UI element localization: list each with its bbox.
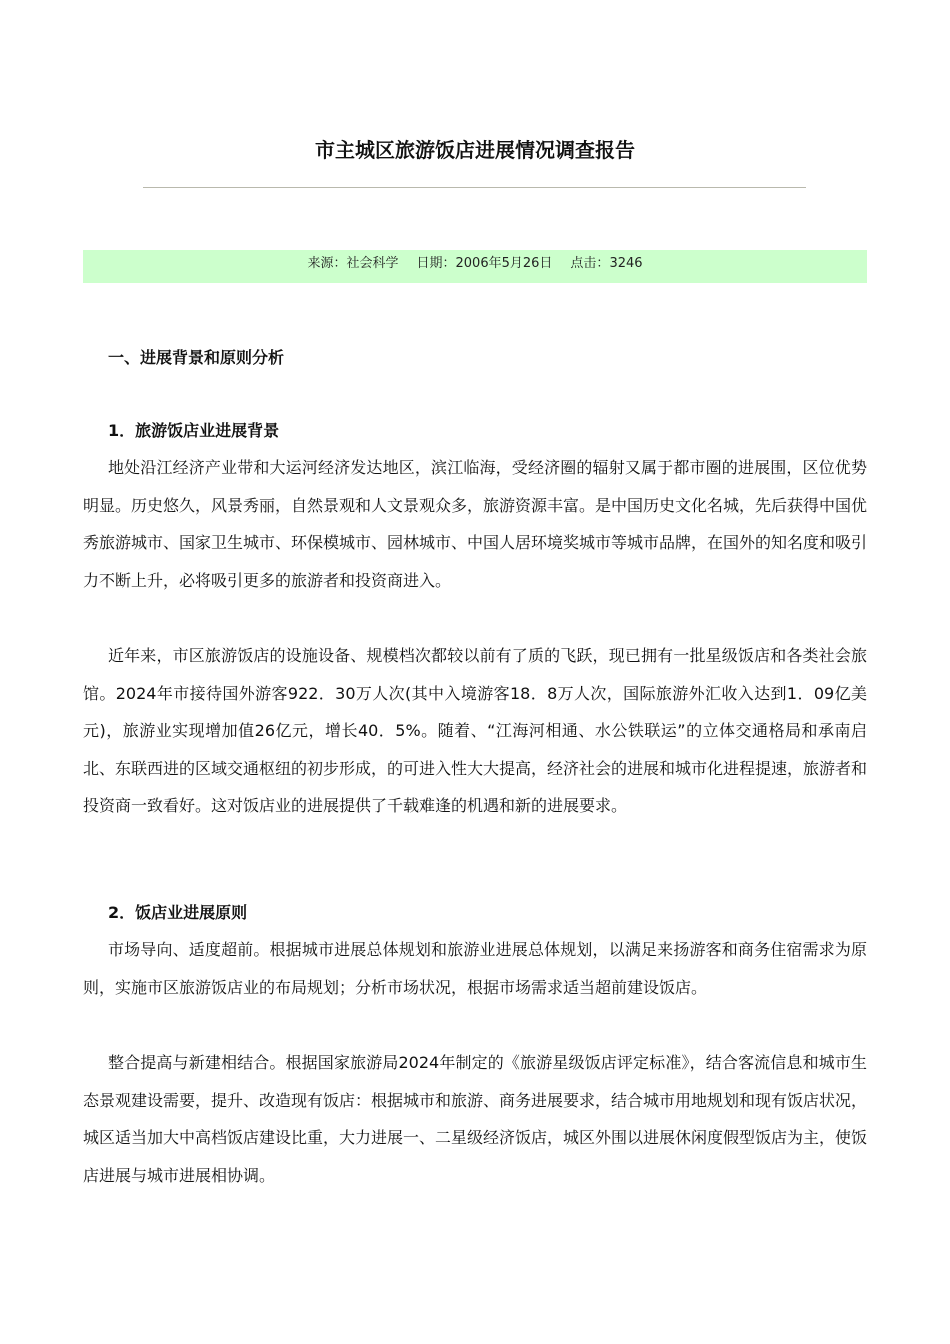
paragraph: 市场导向、适度超前。根据城市进展总体规划和旅游业进展总体规划，以满足来扬游客和商务住宿需求为原则，实施市区旅游饭店业的布局规划；分析市场状况，根据市场需求适当超前建设饭店。	[83, 940, 867, 997]
subsection-heading: 1．旅游饭店业进展背景	[108, 421, 280, 440]
date-label: 日期：	[416, 256, 456, 271]
paragraph: 整合提高与新建相结合。根据国家旅游局2024年制定的《旅游星级饭店评定标准》，结合客流信息和城市生态景观建设需要，提升、改造现有饭店：根据城市和旅游、商务进展要求，结合城市用地规划和现有饭店状况，城区适当加大中高档饭店建设比重，大力进展一、二星级经济饭店，城区外围以进展休闲度假型饭店为主，使饭店进展与城市进展相协调。	[83, 1053, 868, 1185]
source-label: 来源：	[307, 256, 347, 271]
paragraph: 近年来，市区旅游饭店的设施设备、规模档次都较以前有了质的飞跃，现已拥有一批星级饭店和各类社会旅馆。2024年市接待国外游客922．30万人次(其中入境游客18．8万人次，国际旅游外汇收入达到1．09亿美元)，旅游业实现增加值26亿元，增长40．5%。随着、“江海河相通、水公铁联运”的立体交通格局和承南启北、东联西进的区域交通枢纽的初步形成，的可进入性大大提高，经济社会的进展和城市化进程提速，旅游者和投资商一致看好。这对饭店业的进展提供了千载难逢的机遇和新的进展要求。	[83, 646, 868, 816]
page-title: 市主城区旅游饭店进展情况调查报告	[315, 138, 635, 162]
clicks-label: 点击：	[570, 256, 610, 271]
subsection-heading: 2．饭店业进展原则	[108, 903, 248, 922]
source-value: 社会科学	[346, 256, 399, 271]
paragraph: 地处沿江经济产业带和大运河经济发达地区，滨江临海，受经济圈的辐射又属于都市圈的进展围，区位优势明显。历史悠久，风景秀丽，自然景观和人文景观众多，旅游资源丰富。是中国历史文化名城，先后获得中国优秀旅游城市、国家卫生城市、环保模城市、园林城市、中国人居环境奖城市等城市品牌，在国外的知名度和吸引力不断上升，必将吸引更多的旅游者和投资商进入。	[83, 458, 868, 590]
date-value: 2006年5月26日	[455, 256, 553, 271]
title-divider	[143, 187, 806, 188]
section-heading: 一、进展背景和原则分析	[108, 348, 285, 367]
clicks-value: 3246	[609, 256, 643, 271]
article-meta-bar	[83, 250, 867, 283]
